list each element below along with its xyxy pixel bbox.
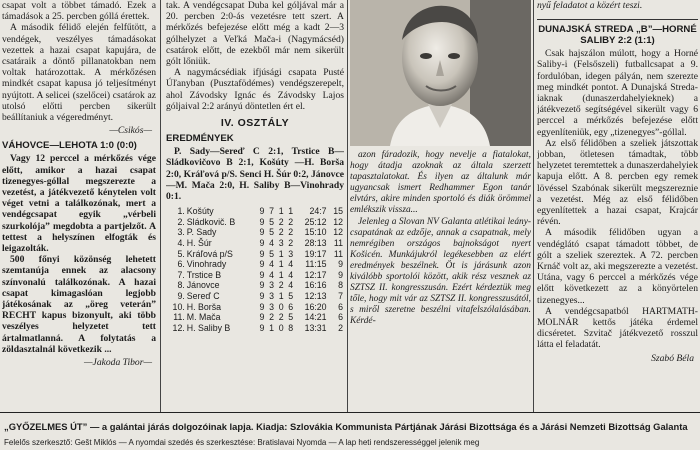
table-cell-team: Trstice B: [186, 269, 222, 280]
table-cell-pts: 6: [338, 301, 343, 312]
article-paragraph: Jelenleg a Slovan NV Galanta atlétikai leány-csapatának az edzője, annak a csapatnak, mely nemrégiben országos bajnokságot nyert Košicén. Munkájukról legékesebben az elért eredmények beszélnek. Öt is járásunk azon kiválóbb sportolói között, akik rész vesznek az SZTSZ II. kongresszusán. Ezért kérdeztük meg tőle, hogy mit vár az SZTSZ II. kongresszusától, s miről szeretne beszélni vitafelszólalásában. Kérdé-: [350, 216, 531, 327]
author-signature: —Jakoda Tibor—: [84, 357, 152, 369]
column-divider: [160, 0, 161, 412]
table-cell-g: 9: [259, 227, 265, 238]
table-cell-team: Košúty: [186, 206, 214, 217]
table-cell-pos: 2.: [177, 216, 185, 227]
table-cell-pts: 9: [338, 269, 343, 280]
column-4: [537, 0, 698, 412]
column-3-text: [350, 150, 531, 412]
table-row: [166, 249, 344, 260]
table-cell-score: 12:17: [304, 269, 327, 280]
table-cell-team: H. Šúr: [186, 238, 212, 249]
table-cell-pos: 5.: [177, 248, 185, 259]
table-cell-l: 5: [288, 291, 294, 301]
table-cell-pos: 6.: [177, 259, 185, 270]
table-cell-w: 3: [269, 301, 275, 312]
table-cell-pos: 8.: [177, 280, 185, 291]
table-cell-score: 24:7: [309, 206, 327, 217]
table-cell-team: Sládkovič. B: [186, 216, 236, 227]
article-paragraph: A vendégcsapatból HARTMATH-MOLNÁR kettős játéka érdemel dicséretet. Szvitač játékvezető rosszul látta el feladatát.: [537, 305, 698, 351]
table-row: [166, 206, 344, 217]
table-cell-team: Jánovce: [186, 280, 220, 291]
table-cell-team: M. Mača: [186, 312, 221, 323]
table-cell-score: 11:15: [305, 259, 327, 270]
article-paragraph: csapat volt a többet támadó. Ezek a támadások a 25. percben góllá érettek.: [2, 0, 156, 23]
portrait-photo: [350, 0, 531, 146]
table-cell-d: 1: [278, 269, 284, 280]
article-paragraph: A második félidőben ugyan a vendéglátó csapat támadott többet, de gólt a szeliek szereztek. A 72. percben Krnáč volt az, aki megszerezte a vezetést. Utána, vagy 6 perccel a mérkőzés vége előtt következett az a könyörtelen tizenegyes...: [537, 227, 698, 306]
table-cell-l: 2: [288, 216, 294, 227]
table-cell-l: 2: [288, 238, 294, 249]
table-cell-pos: 11.: [173, 312, 185, 323]
table-cell-d: 0: [278, 301, 284, 312]
table-cell-g: 9: [259, 248, 265, 259]
newspaper-footer: [0, 412, 700, 450]
table-cell-g: 9: [259, 301, 265, 312]
table-cell-pts: 12: [333, 227, 343, 238]
table-cell-score: 15:10: [304, 227, 327, 238]
table-cell-d: 2: [278, 312, 284, 323]
results-heading: EREDMÉNYEK: [166, 133, 234, 145]
table-cell-score: 25:12: [304, 216, 327, 227]
table-cell-w: 5: [269, 248, 275, 259]
table-cell-pts: 11: [333, 238, 343, 249]
table-cell-g: 9: [259, 280, 265, 291]
match-headline: DUNAJSKÁ STREDA „B”—HORNÉ SALIBY 2:2 (1:1): [538, 24, 697, 47]
table-row: [166, 227, 344, 238]
table-cell-g: 9: [259, 206, 265, 217]
portrait-image: [350, 0, 531, 146]
article-paragraph: Az első félidőben a szeliek játszottak jobban, ötletesen támadtak, több helyzetet teremtettek a dunaszerdahelyiek kapuja előtt. A 8. percben egy remek lövéssel Szabónak sikerült megszereznie a vezetést. Még az első félidőben egyenlítettek a hazai csapat, Krajcár révén.: [537, 137, 698, 228]
table-cell-team: Kráľová p/S: [186, 248, 233, 259]
table-cell-pos: 9.: [177, 291, 185, 301]
table-cell-pts: 2: [338, 322, 343, 333]
table-cell-score: 16:16: [304, 280, 327, 291]
column-1: [2, 0, 156, 412]
footer-masthead: „GYŐZELMES ÚT” — a galántai járás dolgozóinak lapja. Kiadja: Szlovákia Kommunista Pártjának Járási Bizottsága és a Járási Nemzeti Bizottság Galanta: [4, 421, 688, 432]
table-cell-score: 12:13: [304, 291, 327, 301]
table-cell-w: 7: [269, 206, 275, 217]
footer-credits: Felelős szerkesztő: Gešt Miklós — A nyomdai szedés és szerkesztése: Bratislavai Nyomda — A lap heti rendszerességgel jelenik meg: [4, 438, 480, 447]
table-cell-pos: 4.: [177, 238, 185, 249]
table-cell-pts: 8: [338, 280, 343, 291]
table-cell-score: 28:13: [304, 238, 327, 249]
table-cell-g: 9: [259, 216, 265, 227]
article-paragraph: Csak hajszálon múlott, hogy a Horné Saliby-i (Felsőszeli) futballcsapat a 9. fordulóban, idegen pályán, nem szerezte meg mindkét pontot. A Dunajská Streda-iaknak (dunaszerdahelyieknek) a játékvezető segítségével sikerült vagy 6 perccel a mérkőzés befejezése előtt egyenlíteniük, egy „tizenegyes”-góllal.: [537, 48, 698, 138]
table-cell-w: 3: [269, 291, 275, 301]
table-cell-l: 1: [288, 206, 294, 217]
table-cell-score: 13:31: [304, 322, 327, 333]
author-signature: —Csikós—: [109, 125, 152, 137]
table-cell-pts: 12: [333, 216, 343, 227]
table-row: [166, 302, 344, 313]
column-divider: [533, 0, 534, 412]
table-cell-g: 9: [259, 312, 265, 323]
table-cell-g: 9: [259, 259, 265, 270]
table-cell-l: 2: [288, 227, 294, 238]
table-cell-pts: 9: [338, 259, 343, 270]
table-cell-team: H. Borša: [186, 301, 222, 312]
table-cell-w: 2: [269, 312, 275, 323]
table-cell-l: 8: [288, 322, 294, 333]
column-divider: [347, 0, 348, 412]
table-cell-pts: 6: [338, 312, 343, 323]
table-cell-l: 4: [288, 259, 294, 270]
table-cell-d: 3: [278, 238, 284, 249]
table-cell-d: 1: [278, 291, 284, 301]
match-headline: VÁHOVCE—LEHOTA 1:0 (0:0): [2, 140, 137, 152]
table-cell-team: P. Sady: [186, 227, 217, 238]
table-cell-w: 4: [269, 269, 275, 280]
table-cell-score: 16:20: [304, 301, 327, 312]
table-cell-w: 4: [269, 259, 275, 270]
table-row: [166, 259, 344, 270]
table-cell-w: 5: [269, 216, 275, 227]
table-cell-l: 4: [288, 269, 294, 280]
table-cell-pos: 7.: [177, 269, 185, 280]
article-paragraph: azon fáradozik, hogy nevelje a fiatalokat, hogy átadja azoknak az általa szerzett tapasztalatokat. És ilyen az általunk már ugyancsak ismert Redhammer Egon tanár elvtárs, akire minden sportoló és diák örömmel emlékszik vissza...: [350, 150, 531, 216]
table-cell-g: 9: [259, 238, 265, 249]
table-cell-pts: 7: [338, 291, 343, 301]
table-cell-l: 4: [288, 280, 294, 291]
table-row: [166, 270, 344, 281]
table-cell-pos: 3.: [177, 227, 185, 238]
table-cell-pos: 10.: [172, 301, 185, 312]
table-cell-score: 14:21: [304, 312, 327, 323]
table-cell-w: 1: [269, 322, 275, 333]
article-paragraph: A nagymácsédiak ifjúsági csapata Pusté Úľanyban (Pusztafödémes) vendégszerepelt, ahol Závodsky Ignác és Závodsky Lajos góljaival 2:2 arányú döntetlen ért el.: [166, 67, 344, 112]
results-paragraph: P. Sady—Sereď C 2:1, Trstice B—Sládkovičovo B 2:1, Košúty —H. Borša 2:0, Kráľová p/S. Senci H. Šúr 0:2, Jánovce—M. Mača 2:0, H. Saliby B—Vinohrady 0:1.: [166, 146, 344, 203]
table-cell-score: 19:17: [304, 248, 327, 259]
table-cell-w: 5: [269, 227, 275, 238]
table-cell-team: Vinohrady: [186, 259, 227, 270]
table-cell-g: 9: [259, 269, 265, 280]
section-title: IV. OSZTÁLY: [220, 117, 290, 130]
column-2: [166, 0, 344, 412]
table-cell-d: 1: [278, 259, 284, 270]
table-cell-d: 0: [278, 322, 284, 333]
table-row: [166, 323, 344, 334]
table-cell-d: 2: [278, 216, 284, 227]
table-cell-d: 2: [278, 227, 284, 238]
table-cell-team: H. Saliby B: [186, 322, 231, 333]
table-cell-d: 2: [278, 280, 284, 291]
table-row: [166, 312, 344, 323]
article-separator: [537, 19, 698, 20]
article-paragraph: A második félidő elején felfűtött, a vendégek, veszélyes támadásokat vezettek a hazai csapat kapujára, de csatáraik a döntő pillanatokban nem voltak határozottak. A mérkőzésen mindkét csapat kapusa jó teljesítményt nyújtott. A selicei (szelőcei) csatárok az utolsó előtti percben sikerült beállítaniuk a végeredményt.: [2, 22, 156, 124]
table-cell-w: 4: [269, 238, 275, 249]
article-paragraph: nyű feladatot a közért teszi.: [537, 0, 643, 11]
league-table: [166, 206, 344, 333]
table-row: [166, 217, 344, 228]
article-paragraph: Vagy 12 perccel a mérkőzés vége előtt, amikor a hazai csapat tizenegyes-góllal megszerezte a vezetést, a játékvezető kénytelen volt véget vetni a találkozónak, mert a vendégcsapat egyik „vérbeli szurkolója” megdobta a partjelzőt. A tettest a helyszínen elfogták és leigazolták.: [2, 153, 156, 255]
table-row: [166, 238, 344, 249]
table-row: [166, 291, 344, 302]
table-cell-pos: 12.: [172, 322, 185, 333]
table-cell-l: 5: [288, 312, 294, 323]
table-cell-pts: 11: [333, 248, 343, 259]
table-cell-l: 3: [288, 248, 294, 259]
table-cell-g: 9: [259, 291, 265, 301]
table-cell-pos: 1.: [177, 206, 185, 217]
table-cell-team: Sereď C: [186, 291, 220, 301]
article-paragraph: 500 főnyi közönség lehetett szemtanúja ennek az alacsony színvonalú találkozónak. A hazai csapat kimagaslóan legjobb játékosának az „öreg veterán” RECHT kapus bizonyult, aki több veszélyes helyzetet tett ártalmatlanná. A folytatás a zöldasztalnál következik ...: [2, 254, 156, 355]
table-cell-pts: 15: [333, 206, 343, 217]
article-paragraph: tak. A vendégcsapat Duba kel góljával már a 20. percben 2:0-ás vezetésre tett szert. A mérkőzés befejezése előtt még a kadt 2—3 gólhelyzet a Veľká Mača-i (Nagymácséd) csatárok előtt, de ezekből már nem sikerült gólt lőniük.: [166, 0, 344, 68]
table-cell-l: 6: [288, 301, 294, 312]
table-cell-g: 9: [259, 322, 265, 333]
table-cell-w: 3: [269, 280, 275, 291]
table-cell-d: 1: [278, 248, 284, 259]
table-row: [166, 280, 344, 291]
author-signature: Szabó Béla: [651, 352, 694, 364]
table-cell-d: 1: [278, 206, 284, 217]
